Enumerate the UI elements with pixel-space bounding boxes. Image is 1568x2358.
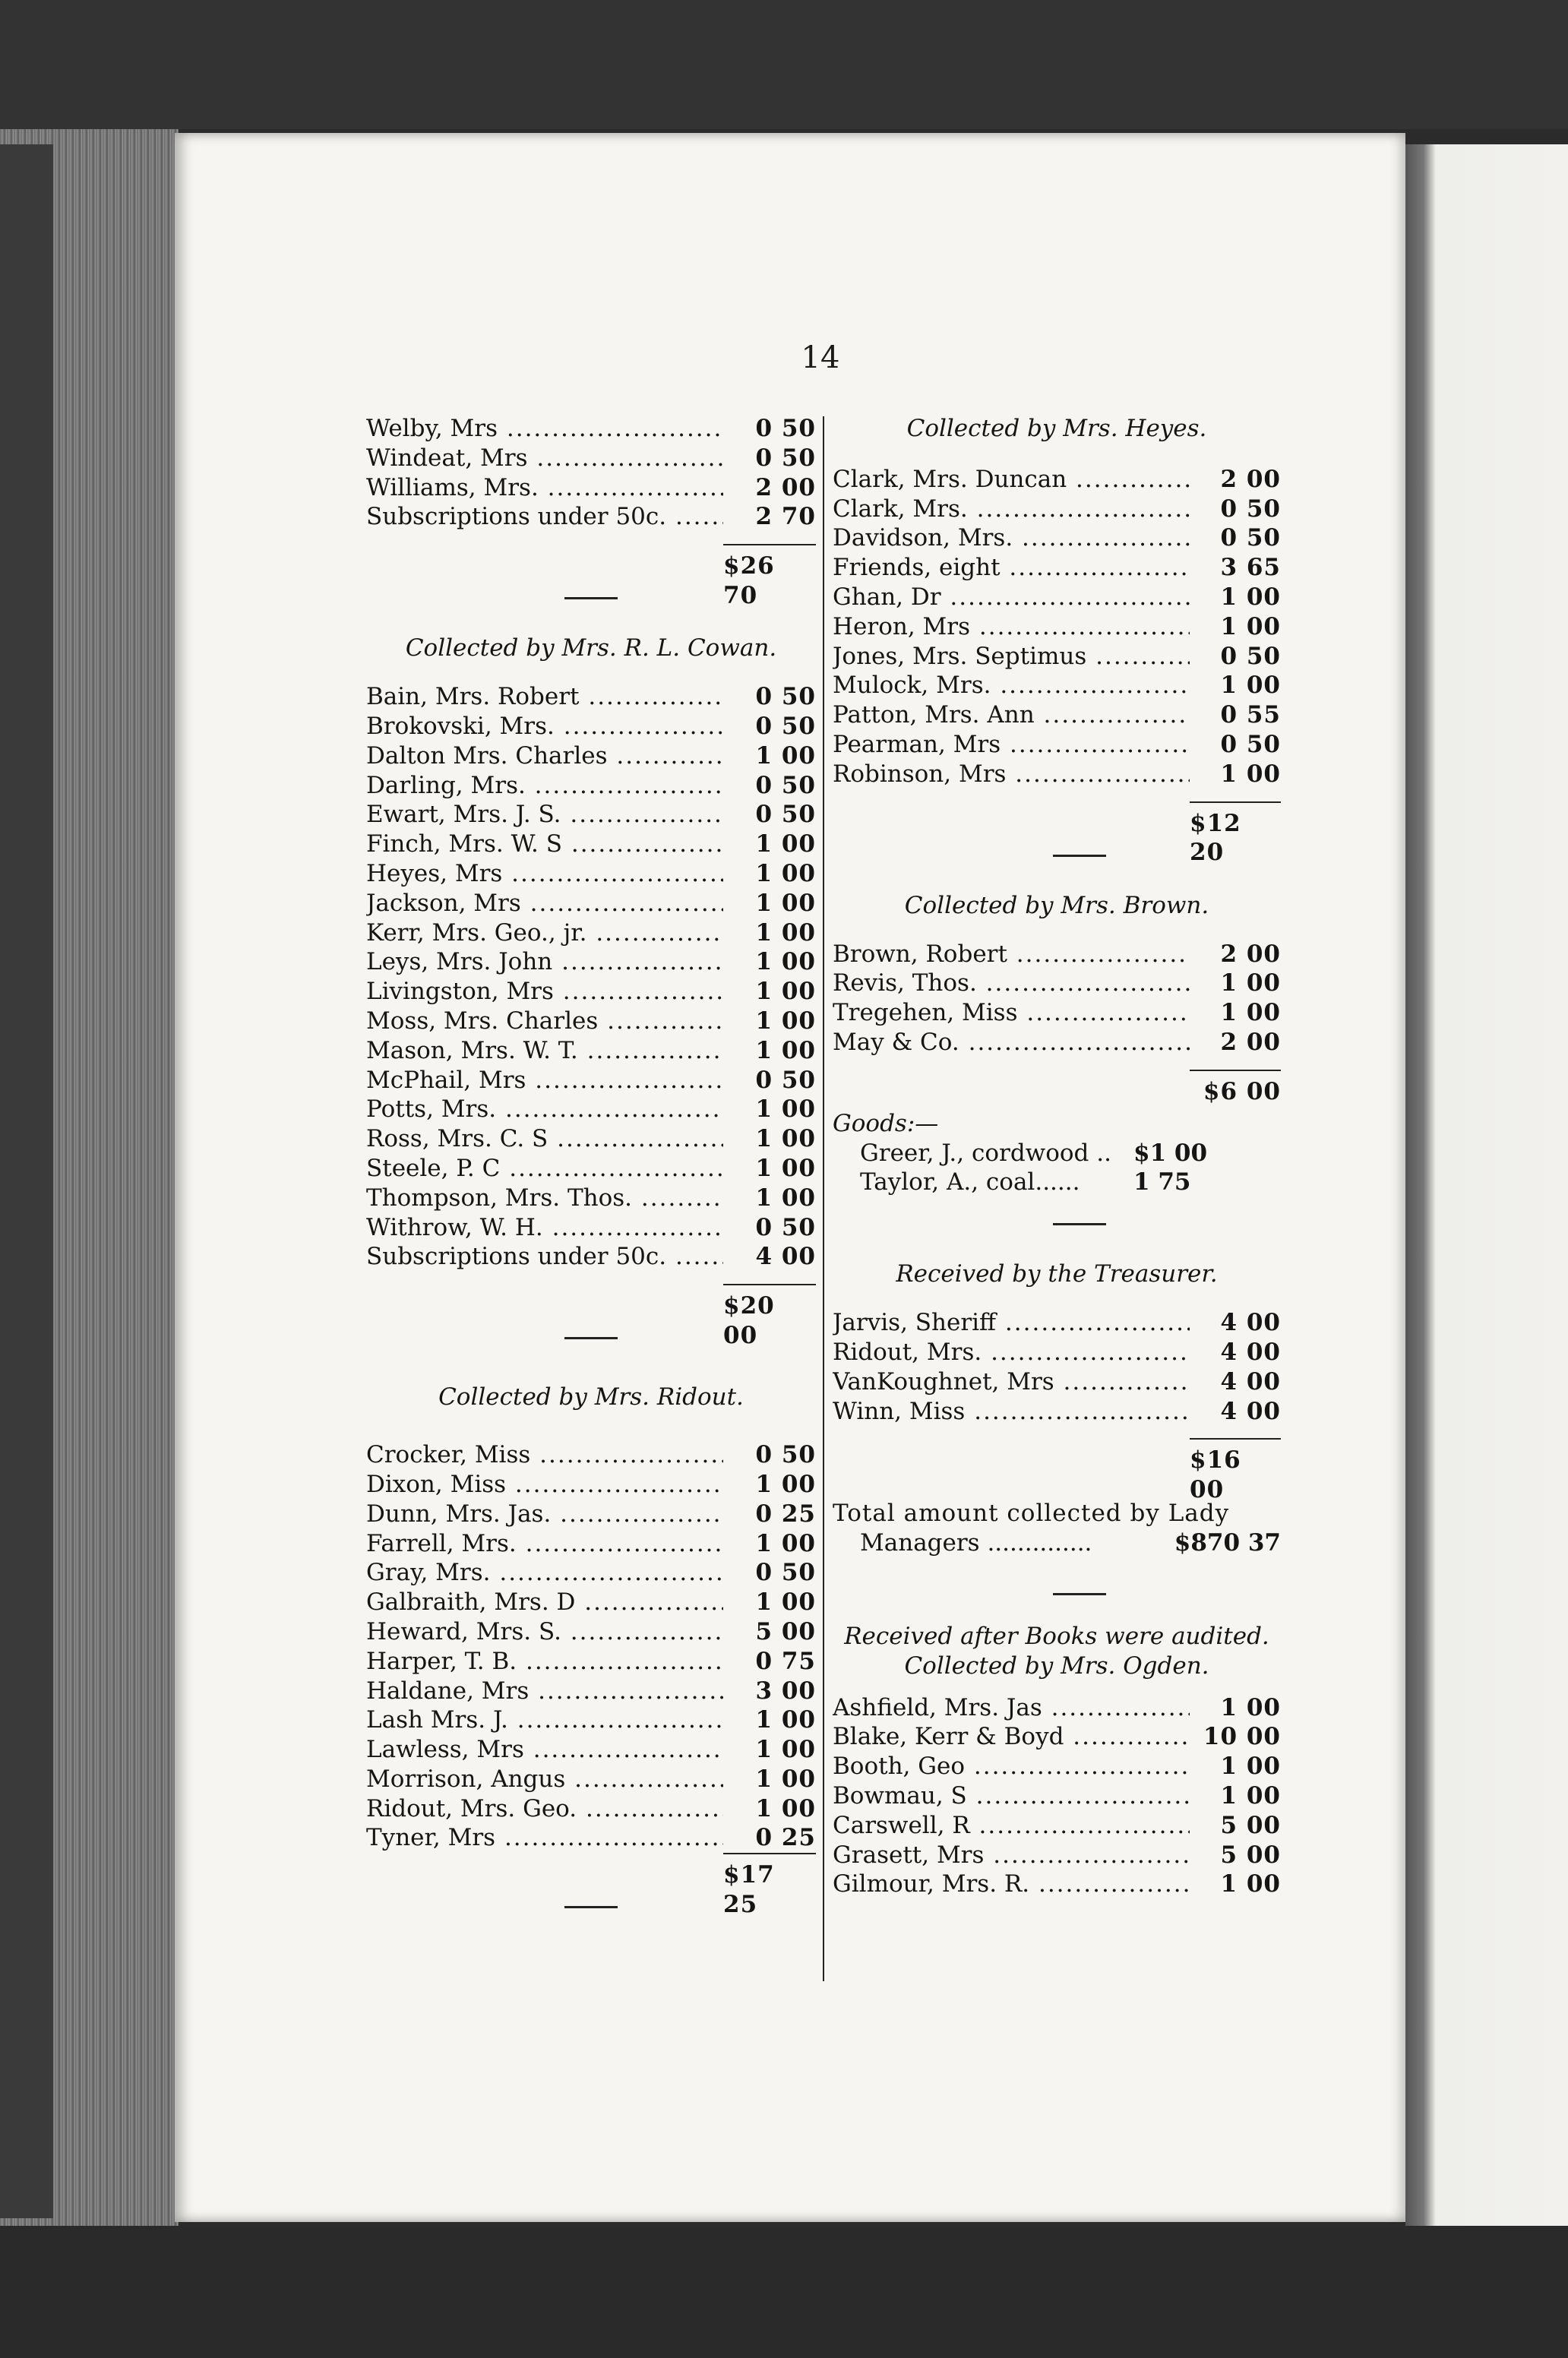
- page-number: 14: [801, 340, 840, 375]
- entry-amount: 1 00: [755, 830, 816, 858]
- list-item: [366, 473, 816, 503]
- list-item: [833, 1693, 1281, 1723]
- list-item: [833, 1338, 1281, 1367]
- list-item: [366, 1184, 816, 1213]
- entry-name: Bowmau, S .....: [833, 1781, 1190, 1811]
- entry-name: Mulock, Mrs. .....: [833, 671, 1190, 700]
- list-item: [366, 1242, 816, 1272]
- list-item: [366, 1735, 816, 1765]
- entry-name: Winn, Miss .....: [833, 1397, 1190, 1427]
- entry-name: Carswell, R .....: [833, 1811, 1190, 1841]
- entry-name: Ridout, Mrs. .....: [833, 1338, 1190, 1367]
- goods-label: Goods:—: [833, 1109, 939, 1137]
- entry-name: Williams, Mrs. .....: [366, 473, 723, 503]
- entry-name: Pearman, Mrs .....: [833, 730, 1190, 760]
- entry-amount: 1 00: [755, 741, 816, 770]
- entry-name: Lawless, Mrs .....: [366, 1735, 723, 1765]
- entry-name: Friends, eight .....: [833, 553, 1190, 583]
- list-item: [366, 1588, 816, 1617]
- goods-amount: 1 75: [1133, 1168, 1191, 1196]
- entry-name: Farrell, Mrs. .....: [366, 1529, 723, 1559]
- grand-total-line1: Total amount collected by Lady: [833, 1500, 1230, 1528]
- right-column: [833, 414, 1281, 1899]
- ogden-entries: [833, 1693, 1281, 1900]
- list-item: [366, 1823, 816, 1853]
- section-heading-audited: Received after Books were audited.: [844, 1622, 1269, 1650]
- list-item: [366, 414, 816, 444]
- entry-amount: 1 00: [1220, 999, 1281, 1027]
- entry-amount: 0 50: [1220, 730, 1281, 758]
- list-item: [366, 1500, 816, 1529]
- entry-name: Robinson, Mrs .....: [833, 760, 1190, 789]
- section-total: [723, 544, 816, 609]
- entry-amount: 1 00: [755, 1470, 816, 1498]
- entry-name: Subscriptions under 50c. .....: [366, 502, 723, 532]
- entry-amount: 0 50: [755, 771, 816, 799]
- list-item: [833, 1028, 1281, 1057]
- entry-name: Windeat, Mrs .....: [366, 444, 723, 473]
- section-heading-ogden: Collected by Mrs. Ogden.: [904, 1652, 1209, 1680]
- entry-amount: 5 00: [755, 1617, 816, 1645]
- entry-name: Heward, Mrs. S. .....: [366, 1617, 723, 1647]
- entry-amount: 10 00: [1203, 1723, 1281, 1751]
- goods-amount: $1 00: [1133, 1139, 1208, 1167]
- list-item: [366, 1794, 816, 1824]
- entry-name: Thompson, Mrs. Thos. .....: [366, 1184, 723, 1213]
- entry-name: Morrison, Angus .....: [366, 1765, 723, 1794]
- entry-name: Finch, Mrs. W. S .....: [366, 830, 723, 859]
- entry-amount: 3 65: [1220, 554, 1281, 582]
- entry-amount: 0 50: [755, 1066, 816, 1094]
- entry-name: Jarvis, Sheriff .....: [833, 1308, 1190, 1338]
- list-item: [833, 465, 1281, 495]
- entry-name: Jones, Mrs. Septimus .....: [833, 642, 1190, 672]
- entry-name: VanKoughnet, Mrs .....: [833, 1367, 1190, 1397]
- entry-amount: 4 00: [1220, 1309, 1281, 1337]
- entry-name: Clark, Mrs. .....: [833, 495, 1190, 524]
- entry-name: Gilmour, Mrs. R. .....: [833, 1870, 1190, 1899]
- entry-name: McPhail, Mrs .....: [366, 1066, 723, 1095]
- entry-amount: 3 00: [755, 1677, 816, 1705]
- entry-name: Moss, Mrs. Charles .....: [366, 1007, 723, 1036]
- list-item: [833, 1397, 1281, 1427]
- list-item: [833, 553, 1281, 583]
- list-item: [366, 444, 816, 473]
- entry-amount: 1 00: [1220, 1781, 1281, 1810]
- entry-amount: 1 00: [755, 1184, 816, 1212]
- total-amount: $20 00: [723, 1292, 775, 1349]
- list-item: [366, 1647, 816, 1677]
- entry-amount: 0 50: [755, 801, 816, 829]
- entry-amount: 0 50: [1220, 642, 1281, 670]
- list-item: [366, 889, 816, 918]
- list-item: [833, 1781, 1281, 1811]
- section-divider: [366, 1892, 816, 1923]
- entry-name: Potts, Mrs. .....: [366, 1095, 723, 1124]
- list-item: [833, 1722, 1281, 1752]
- entry-amount: 0 50: [1220, 495, 1281, 523]
- entry-amount: 1 00: [755, 918, 816, 947]
- entry-amount: 2 00: [1220, 465, 1281, 493]
- list-item: [833, 730, 1281, 760]
- entry-amount: 0 25: [755, 1824, 816, 1852]
- entry-amount: 0 50: [755, 1213, 816, 1241]
- entry-amount: 4 00: [1220, 1397, 1281, 1425]
- entry-name: Dunn, Mrs. Jas. .....: [366, 1500, 723, 1529]
- entry-name: Livingston, Mrs .....: [366, 977, 723, 1007]
- entry-name: Bain, Mrs. Robert .....: [366, 682, 723, 712]
- list-item: [833, 495, 1281, 524]
- entry-amount: 1 00: [1220, 1870, 1281, 1898]
- entry-amount: 5 00: [1220, 1841, 1281, 1869]
- top-entries: [366, 414, 816, 532]
- entry-name: Revis, Thos. .....: [833, 969, 1190, 998]
- entry-name: Heyes, Mrs .....: [366, 859, 723, 889]
- entry-amount: 0 25: [755, 1500, 816, 1528]
- entry-name: Tregehen, Miss .....: [833, 998, 1190, 1028]
- ridout-entries: [366, 1440, 816, 1853]
- list-item: [366, 1066, 816, 1095]
- brown-entries: [833, 940, 1281, 1057]
- list-item: [366, 741, 816, 771]
- entry-amount: 2 00: [1220, 940, 1281, 968]
- total-amount: $16 00: [1190, 1446, 1241, 1504]
- entry-amount: 0 50: [755, 1441, 816, 1469]
- list-item: [833, 1811, 1281, 1841]
- grand-total-line2: [833, 1528, 1281, 1558]
- section-heading-cowan: Collected by Mrs. R. L. Cowan.: [405, 634, 777, 662]
- section-heading-treasurer: Received by the Treasurer.: [896, 1260, 1218, 1288]
- entry-amount: 1 00: [755, 1154, 816, 1182]
- list-item: [833, 671, 1281, 700]
- entry-name: Subscriptions under 50c. .....: [366, 1242, 723, 1272]
- list-item: [833, 523, 1281, 553]
- entry-name: Heron, Mrs .....: [833, 612, 1190, 642]
- section-divider: [833, 1579, 1281, 1610]
- entry-name: Davidson, Mrs. .....: [833, 523, 1190, 553]
- total-amount: $17 25: [723, 1861, 775, 1919]
- list-item: [833, 998, 1281, 1028]
- goods-item: [833, 1139, 1281, 1168]
- entry-amount: 1 00: [755, 1529, 816, 1557]
- list-item: [833, 642, 1281, 672]
- list-item: [833, 583, 1281, 612]
- entry-name: Ridout, Mrs. Geo. .....: [366, 1794, 723, 1824]
- list-item: [366, 830, 816, 859]
- list-item: [366, 1124, 816, 1154]
- list-item: [366, 1440, 816, 1470]
- section-total: [1190, 1438, 1281, 1504]
- left-column: [366, 414, 816, 1923]
- entry-name: Ross, Mrs. C. S .....: [366, 1124, 723, 1154]
- list-item: [833, 1367, 1281, 1397]
- total-amount: $26 70: [723, 552, 775, 609]
- list-item: [833, 700, 1281, 730]
- list-item: [366, 1095, 816, 1124]
- entry-name: Steele, P. C .....: [366, 1154, 723, 1184]
- entry-name: Gray, Mrs. .....: [366, 1558, 723, 1588]
- section-heading-ridout: Collected by Mrs. Ridout.: [438, 1383, 744, 1411]
- entry-amount: 0 50: [755, 415, 816, 442]
- entry-amount: 0 55: [1220, 701, 1281, 729]
- list-item: [833, 1870, 1281, 1899]
- entry-amount: 1 00: [755, 889, 816, 917]
- entry-name: Crocker, Miss .....: [366, 1440, 723, 1470]
- entry-name: Booth, Geo .....: [833, 1752, 1190, 1781]
- section-heading-brown: Collected by Mrs. Brown.: [904, 891, 1209, 919]
- list-item: [366, 682, 816, 712]
- list-item: [366, 1154, 816, 1184]
- entry-amount: 1 00: [1220, 969, 1281, 997]
- list-item: [833, 1308, 1281, 1338]
- entry-amount: 1 00: [755, 1765, 816, 1793]
- entry-amount: 1 00: [755, 948, 816, 976]
- section-divider: [833, 841, 1281, 871]
- entry-amount: 0 50: [755, 1559, 816, 1587]
- entry-amount: 1 00: [755, 1706, 816, 1734]
- entry-name: Kerr, Mrs. Geo., jr. .....: [366, 918, 723, 948]
- entry-amount: 1 00: [1220, 1753, 1281, 1781]
- list-item: [366, 918, 816, 948]
- list-item: [833, 1841, 1281, 1870]
- entry-amount: 1 00: [755, 1588, 816, 1617]
- entry-amount: 1 00: [755, 1125, 816, 1153]
- entry-name: Darling, Mrs. .....: [366, 771, 723, 801]
- list-item: [366, 712, 816, 741]
- entry-name: Ghan, Dr .....: [833, 583, 1190, 612]
- entry-name: Jackson, Mrs .....: [366, 889, 723, 918]
- entry-name: Ashfield, Mrs. Jas .....: [833, 1693, 1190, 1723]
- list-item: [366, 1765, 816, 1794]
- treasurer-entries: [833, 1308, 1281, 1426]
- section-total: [1190, 1070, 1281, 1109]
- column-divider: [823, 416, 824, 1981]
- entry-amount: 1 00: [1220, 1693, 1281, 1721]
- entry-amount: 1 00: [755, 1007, 816, 1035]
- entry-amount: 1 00: [1220, 612, 1281, 640]
- list-item: [833, 760, 1281, 789]
- entry-name: Ewart, Mrs. J. S. .....: [366, 800, 723, 830]
- entry-amount: 2 00: [755, 473, 816, 501]
- list-item: [833, 969, 1281, 998]
- list-item: [366, 1007, 816, 1036]
- list-item: [366, 859, 816, 889]
- entry-name: Harper, T. B. .....: [366, 1647, 723, 1677]
- entry-name: Brown, Robert .....: [833, 940, 1190, 969]
- entry-amount: 4 00: [1220, 1338, 1281, 1366]
- section-divider: [366, 583, 816, 614]
- entry-name: Galbraith, Mrs. D .....: [366, 1588, 723, 1617]
- entry-amount: 0 50: [755, 444, 816, 472]
- list-item: [366, 1036, 816, 1066]
- entry-amount: 1 00: [755, 1794, 816, 1822]
- list-item: [833, 1752, 1281, 1781]
- total-amount: $12 20: [1190, 809, 1241, 867]
- scan-background-top: [0, 0, 1568, 129]
- entry-name: Mason, Mrs. W. T. .....: [366, 1036, 723, 1066]
- list-item: [366, 977, 816, 1007]
- entry-name: Lash Mrs. J. .....: [366, 1705, 723, 1735]
- section-total: [723, 1853, 816, 1919]
- list-item: [366, 1529, 816, 1559]
- list-item: [366, 1470, 816, 1500]
- goods-name: Taylor, A., coal......: [860, 1168, 1080, 1196]
- scan-background-bottom: [0, 2226, 1568, 2358]
- entry-amount: 5 00: [1220, 1811, 1281, 1839]
- list-item: [366, 1677, 816, 1706]
- entry-name: Withrow, W. H. .....: [366, 1213, 723, 1243]
- list-item: [366, 771, 816, 801]
- entry-amount: 1 00: [755, 978, 816, 1006]
- section-heading-heyes: Collected by Mrs. Heyes.: [906, 415, 1207, 442]
- list-item: [366, 1558, 816, 1588]
- list-item: [366, 1213, 816, 1243]
- section-divider: [833, 1209, 1281, 1240]
- grand-total-label: Managers ..............: [860, 1529, 1092, 1557]
- list-item: [366, 1705, 816, 1735]
- entry-amount: 2 70: [755, 503, 816, 531]
- entry-amount: 1 00: [755, 859, 816, 887]
- entry-name: Haldane, Mrs .....: [366, 1677, 723, 1706]
- entry-name: May & Co. .....: [833, 1028, 1190, 1057]
- entry-amount: 4 00: [1220, 1367, 1281, 1396]
- goods-item: [833, 1168, 1281, 1197]
- section-total: [1190, 801, 1281, 867]
- entry-amount: 2 00: [1220, 1028, 1281, 1056]
- total-amount: $6 00: [1203, 1077, 1281, 1105]
- entry-amount: 0 50: [755, 712, 816, 740]
- entry-amount: 1 00: [755, 1036, 816, 1064]
- heyes-entries: [833, 465, 1281, 789]
- list-item: [366, 502, 816, 532]
- list-item: [833, 940, 1281, 969]
- entry-amount: 1 00: [755, 1736, 816, 1764]
- section-divider: [366, 1323, 816, 1354]
- book-cover-edge: [0, 144, 53, 2218]
- entry-name: Grasett, Mrs .....: [833, 1841, 1190, 1870]
- entry-name: Clark, Mrs. Duncan .....: [833, 465, 1190, 495]
- entry-amount: 0 50: [1220, 524, 1281, 552]
- entry-name: Patton, Mrs. Ann .....: [833, 700, 1190, 730]
- entry-name: Tyner, Mrs .....: [366, 1823, 723, 1853]
- entry-name: Welby, Mrs .....: [366, 414, 723, 444]
- entry-name: Dixon, Miss .....: [366, 1470, 723, 1500]
- entry-name: Blake, Kerr & Boyd .....: [833, 1722, 1190, 1752]
- entry-name: Dalton Mrs. Charles .....: [366, 741, 723, 771]
- entry-name: Brokovski, Mrs. .....: [366, 712, 723, 741]
- list-item: [366, 800, 816, 830]
- entry-amount: 0 75: [755, 1647, 816, 1675]
- entry-amount: 1 00: [1220, 760, 1281, 788]
- section-total: [723, 1284, 816, 1349]
- entry-amount: 1 00: [1220, 672, 1281, 700]
- facing-page-edge: [1405, 144, 1568, 2226]
- grand-total-amount: $870 37: [1174, 1529, 1281, 1557]
- list-item: [833, 612, 1281, 642]
- goods-name: Greer, J., cordwood ..: [860, 1139, 1111, 1167]
- cowan-entries: [366, 682, 816, 1272]
- entry-name: Leys, Mrs. John .....: [366, 947, 723, 977]
- entry-amount: 1 00: [755, 1095, 816, 1124]
- list-item: [366, 947, 816, 977]
- entry-amount: 1 00: [1220, 583, 1281, 611]
- entry-amount: 4 00: [755, 1243, 816, 1271]
- entry-amount: 0 50: [755, 683, 816, 711]
- list-item: [366, 1617, 816, 1647]
